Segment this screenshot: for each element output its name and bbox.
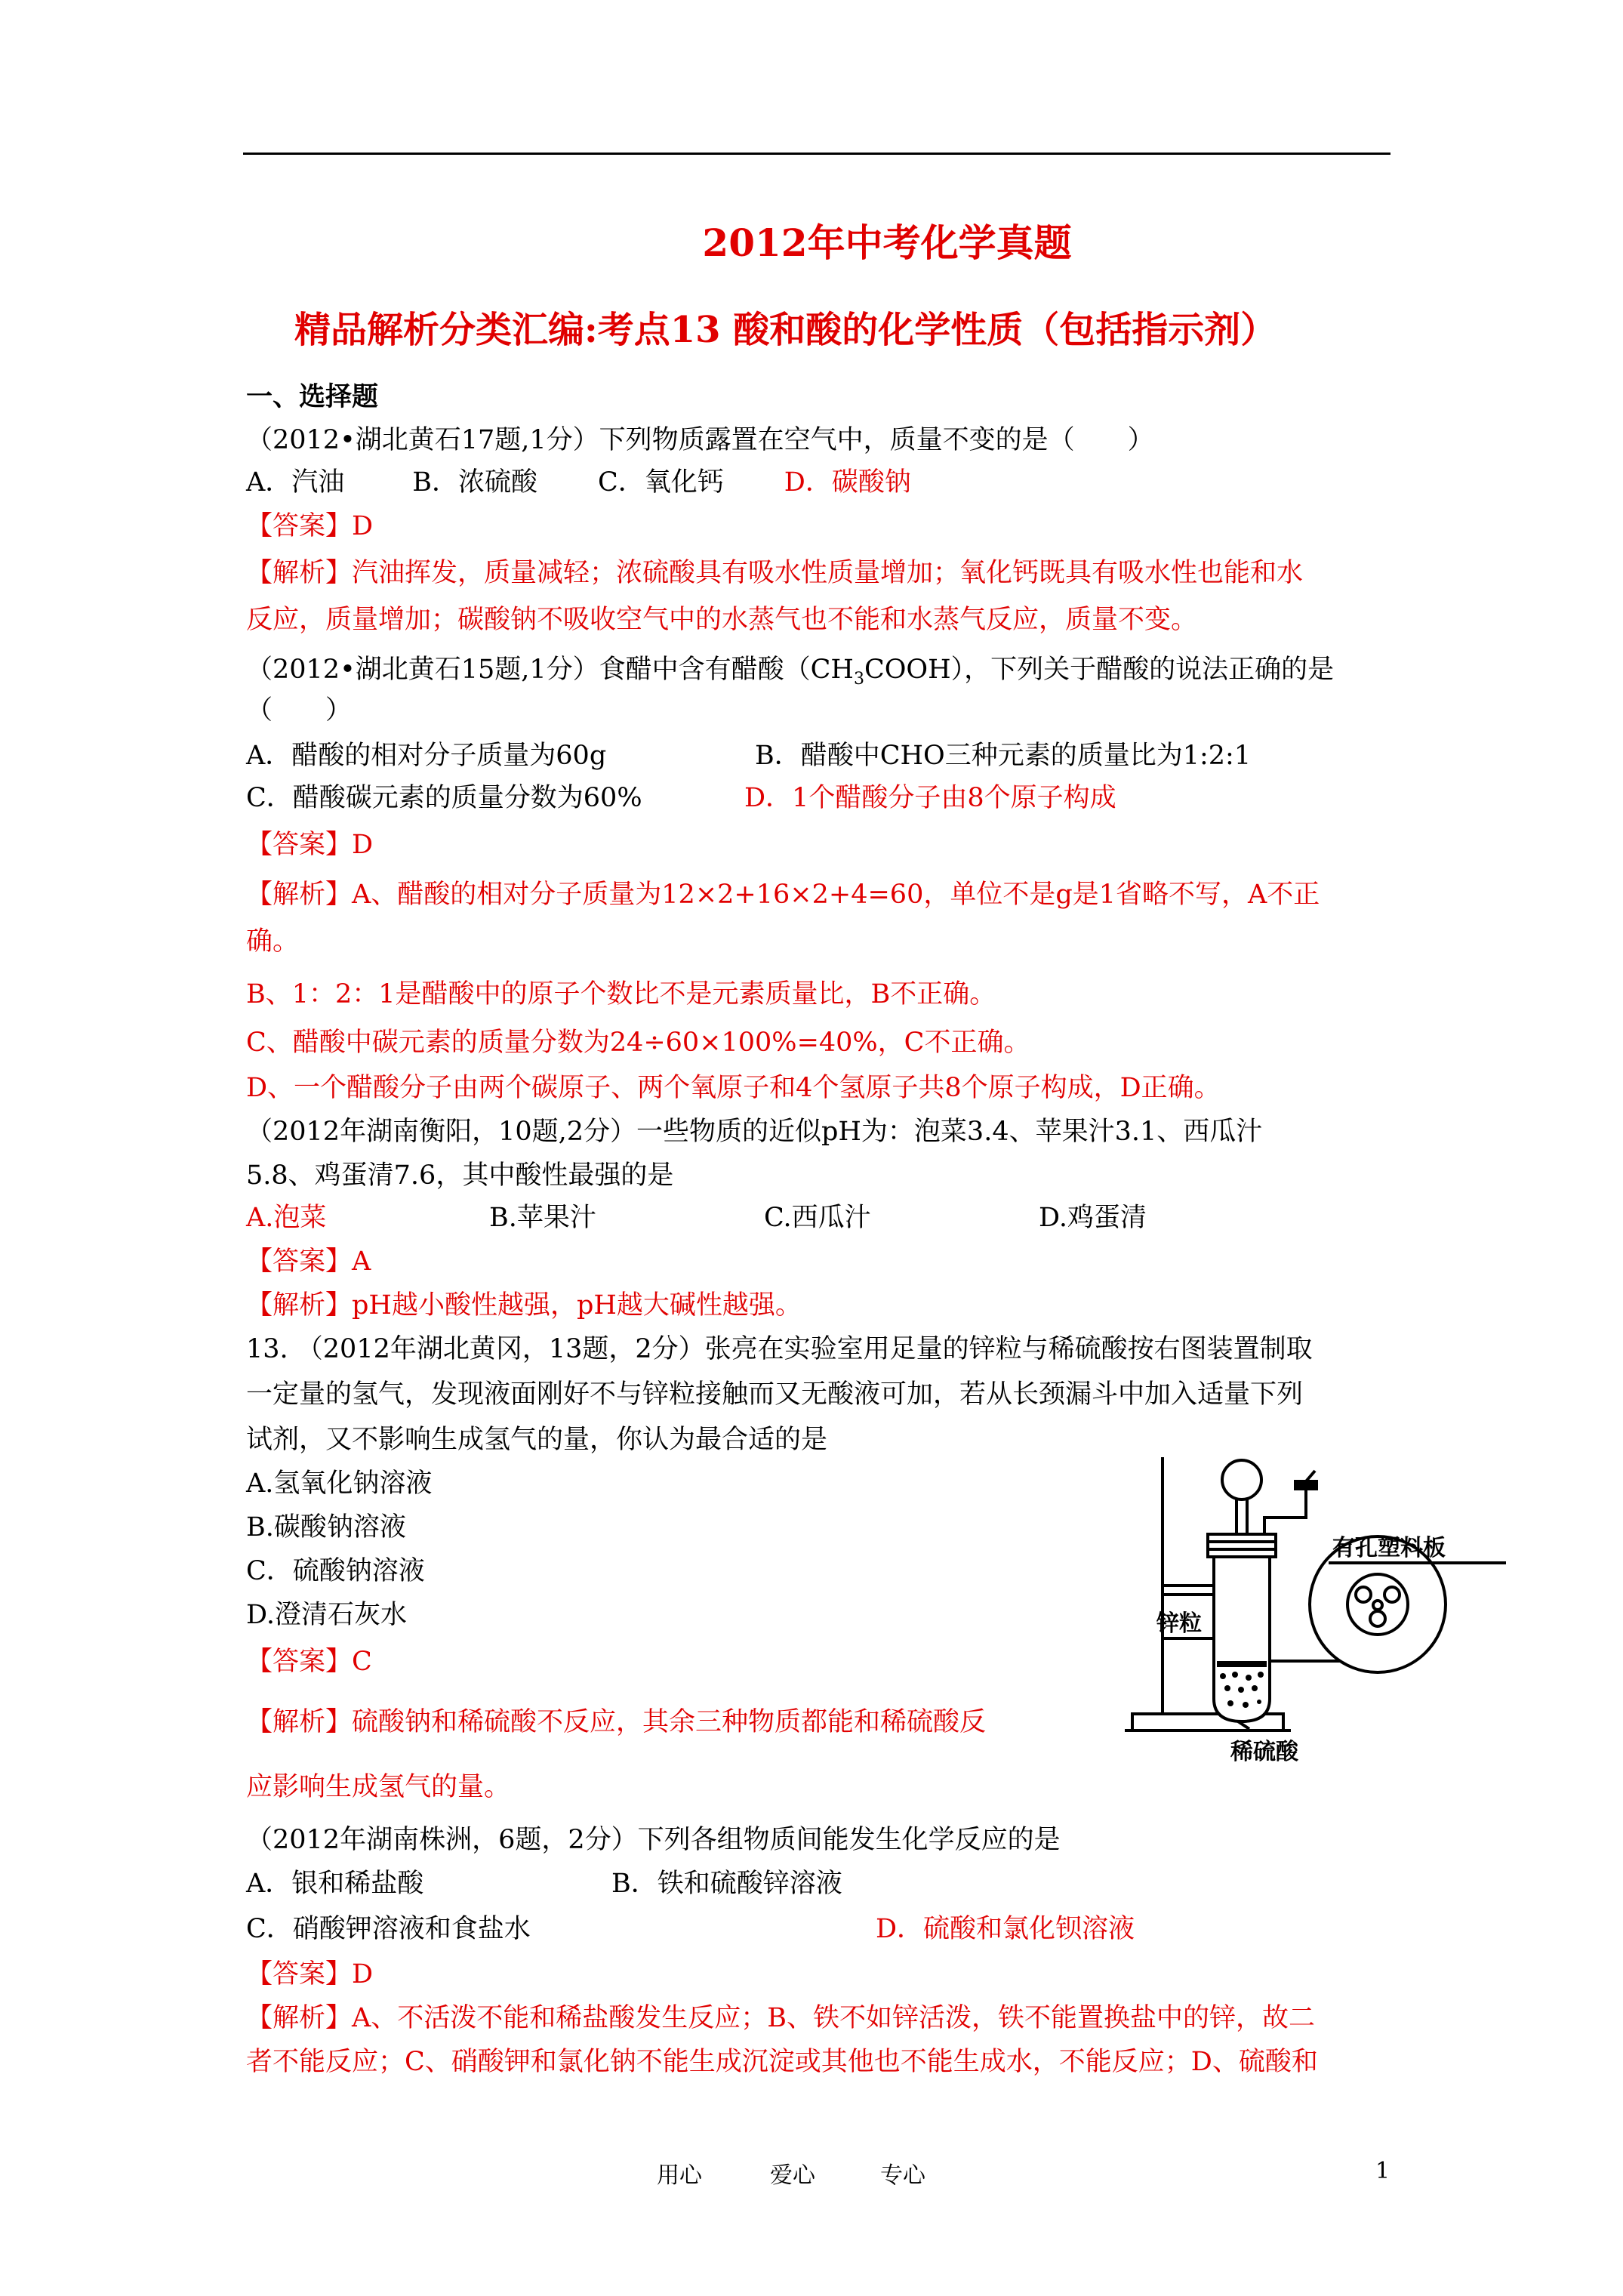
analysis-tag: 【解析】	[246, 880, 353, 910]
answer-value: D	[352, 1959, 374, 1989]
analysis-tag: 【解析】	[246, 1290, 353, 1321]
funnel-bulb	[1222, 1460, 1261, 1499]
q5-opt-a: A．银和稀盐酸	[246, 1869, 424, 1899]
q4-analysis-1	[246, 1709, 986, 1736]
q4-answer	[246, 1649, 372, 1675]
q2-answer	[246, 832, 373, 858]
q2-opt-c: C．醋酸碳元素的质量分数为60%	[246, 783, 642, 813]
footer-item-1: 用心	[657, 2162, 702, 2189]
answer-value: A	[352, 1247, 371, 1277]
q2-analysis-1	[246, 882, 1320, 908]
answer-tag: 【答案】	[246, 511, 353, 541]
q5-opt-d: D．硫酸和氯化钡溶液	[876, 1914, 1135, 1944]
footer-item-3: 专心	[880, 2162, 925, 2189]
answer-value: C	[352, 1647, 372, 1677]
q2-analysis-5: D、一个醋酸分子由两个碳原子、两个氧原子和4个氢原子共8个原子构成，D正确。	[246, 1073, 1221, 1103]
q1-stem: （2012•湖北黄石17题,1分）下列物质露置在空气中，质量不变的是（ ）	[246, 425, 1154, 455]
q2-analysis-2: 确。	[246, 926, 300, 957]
q1-analysis-1	[246, 560, 1303, 587]
q1-opt-a: A．汽油	[246, 467, 345, 498]
analysis-tag: 【解析】	[246, 558, 353, 588]
q2-stem-2: （ ）	[246, 695, 353, 726]
q5-answer	[246, 1959, 374, 1989]
q2-analysis-4: C、醋酸中碳元素的质量分数为24÷60×100%=40%，C不正确。	[246, 1028, 1030, 1058]
analysis-text: 硫酸钠和稀硫酸不反应，其余三种物质都能和稀硫酸反	[352, 1707, 987, 1737]
q4-opt-b: B.碳酸钠溶液	[246, 1512, 406, 1542]
q2-stem-sub: 3	[853, 670, 864, 689]
q3-answer	[246, 1249, 371, 1275]
label-plate: 有孔塑料板	[1332, 1535, 1446, 1561]
q2-opt-a: A．醋酸的相对分子质量为60g	[246, 741, 607, 771]
q2-options-row1	[246, 743, 606, 769]
answer-value: D	[352, 511, 374, 541]
q3-analysis-1	[246, 1290, 802, 1321]
q3-opt-c: C.西瓜汁	[764, 1203, 871, 1233]
page-title: 2012年中考化学真题	[702, 220, 1072, 265]
q2-opt-b: B．醋酸中CHO三种元素的质量比为1:2:1	[755, 741, 1252, 771]
analysis-text: A、不活泼不能和稀盐酸发生反应；B、铁不如锌活泼，铁不能置换盐中的锌，故二	[352, 2003, 1316, 2033]
analysis-tag: 【解析】	[246, 2003, 353, 2033]
label-acid: 稀硫酸	[1230, 1739, 1298, 1765]
q1-analysis-2: 反应，质量增加；碳酸钠不吸收空气中的水蒸气也不能和水蒸气反应，质量不变。	[246, 605, 1198, 635]
q3-stem-1: （2012年湖南衡阳，10题,2分）一些物质的近似pH为：泡菜3.4、苹果汁3.1、西瓜汁	[246, 1117, 1263, 1147]
header-rule	[243, 153, 1390, 155]
q4-stem-2: 一定量的氢气，发现液面刚好不与锌粒接触而又无酸液可加，若从长颈漏斗中加入适量下列	[246, 1379, 1304, 1410]
answer-tag: 【答案】	[246, 1959, 353, 1989]
q2-stem	[246, 657, 1334, 688]
q4-analysis-2: 应影响生成氢气的量。	[246, 1772, 511, 1802]
q5-analysis-2: 者不能反应；C、硝酸钾和氯化钠不能生成沉淀或其他也不能生成水，不能反应；D、硫酸和	[246, 2047, 1318, 2077]
q3-stem-2: 5.8、鸡蛋清7.6，其中酸性最强的是	[246, 1160, 674, 1191]
q2-opt-d: D．1个醋酸分子由8个原子构成	[744, 783, 1116, 813]
q2-analysis-3: B、1：2：1是醋酸中的原子个数比不是元素质量比，B不正确。	[246, 979, 996, 1009]
q3-opt-a: A.泡菜	[246, 1203, 327, 1233]
answer-tag: 【答案】	[246, 1247, 353, 1277]
analysis-tag: 【解析】	[246, 1707, 353, 1737]
answer-value: D	[352, 830, 374, 860]
apparatus-figure	[1117, 1435, 1510, 1767]
q2-stem-a: （2012•湖北黄石15题,1分）食醋中含有醋酸（CH	[246, 655, 854, 685]
section-heading: 一、选择题	[246, 381, 379, 412]
q1-opt-c: C．氧化钙	[598, 467, 724, 498]
q4-opt-d: D.澄清石灰水	[246, 1600, 407, 1630]
label-zinc: 锌粒	[1156, 1610, 1202, 1637]
q3-opt-d: D.鸡蛋清	[1039, 1203, 1147, 1233]
q4-opt-a: A.氢氧化钠溶液	[246, 1469, 433, 1499]
answer-tag: 【答案】	[246, 1647, 353, 1677]
q4-stem-3: 试剂，又不影响生成氢气的量，你认为最合适的是	[246, 1425, 828, 1455]
analysis-text: pH越小酸性越强，pH越大碱性越强。	[352, 1290, 802, 1321]
q1-answer	[246, 513, 373, 540]
page-subtitle: 精品解析分类汇编:考点13 酸和酸的化学性质（包括指示剂）	[294, 309, 1277, 351]
q2-stem-b: COOH），下列关于醋酸的说法正确的是	[864, 655, 1335, 685]
q4-opt-c: C．硫酸钠溶液	[246, 1556, 425, 1586]
q1-opt-b: B．浓硫酸	[412, 467, 538, 498]
q5-analysis-1	[246, 2005, 1315, 2032]
q5-opt-b: B．铁和硫酸锌溶液	[611, 1869, 842, 1899]
q4-stem-1: 13. （2012年湖北黄冈，13题，2分）张亮在实验室用足量的锌粒与稀硫酸按右图装置制取	[246, 1334, 1313, 1364]
q5-stem: （2012年湖南株洲，6题，2分）下列各组物质间能发生化学反应的是	[246, 1825, 1061, 1855]
analysis-text: 汽油挥发，质量减轻；浓硫酸具有吸水性质量增加；氧化钙既具有吸水性也能和水	[352, 558, 1304, 588]
page-number: 1	[1375, 2158, 1390, 2184]
answer-tag: 【答案】	[246, 830, 353, 860]
footer-item-2: 爱心	[770, 2162, 815, 2189]
q3-opt-b: B.苹果汁	[489, 1203, 596, 1233]
analysis-text: A、醋酸的相对分子质量为12×2+16×2+4=60，单位不是g是1省略不写，A不正	[352, 880, 1320, 910]
q1-opt-d: D．碳酸钠	[784, 467, 911, 498]
q1-options	[246, 467, 911, 498]
q5-opt-c: C．硝酸钾溶液和食盐水	[246, 1914, 531, 1944]
